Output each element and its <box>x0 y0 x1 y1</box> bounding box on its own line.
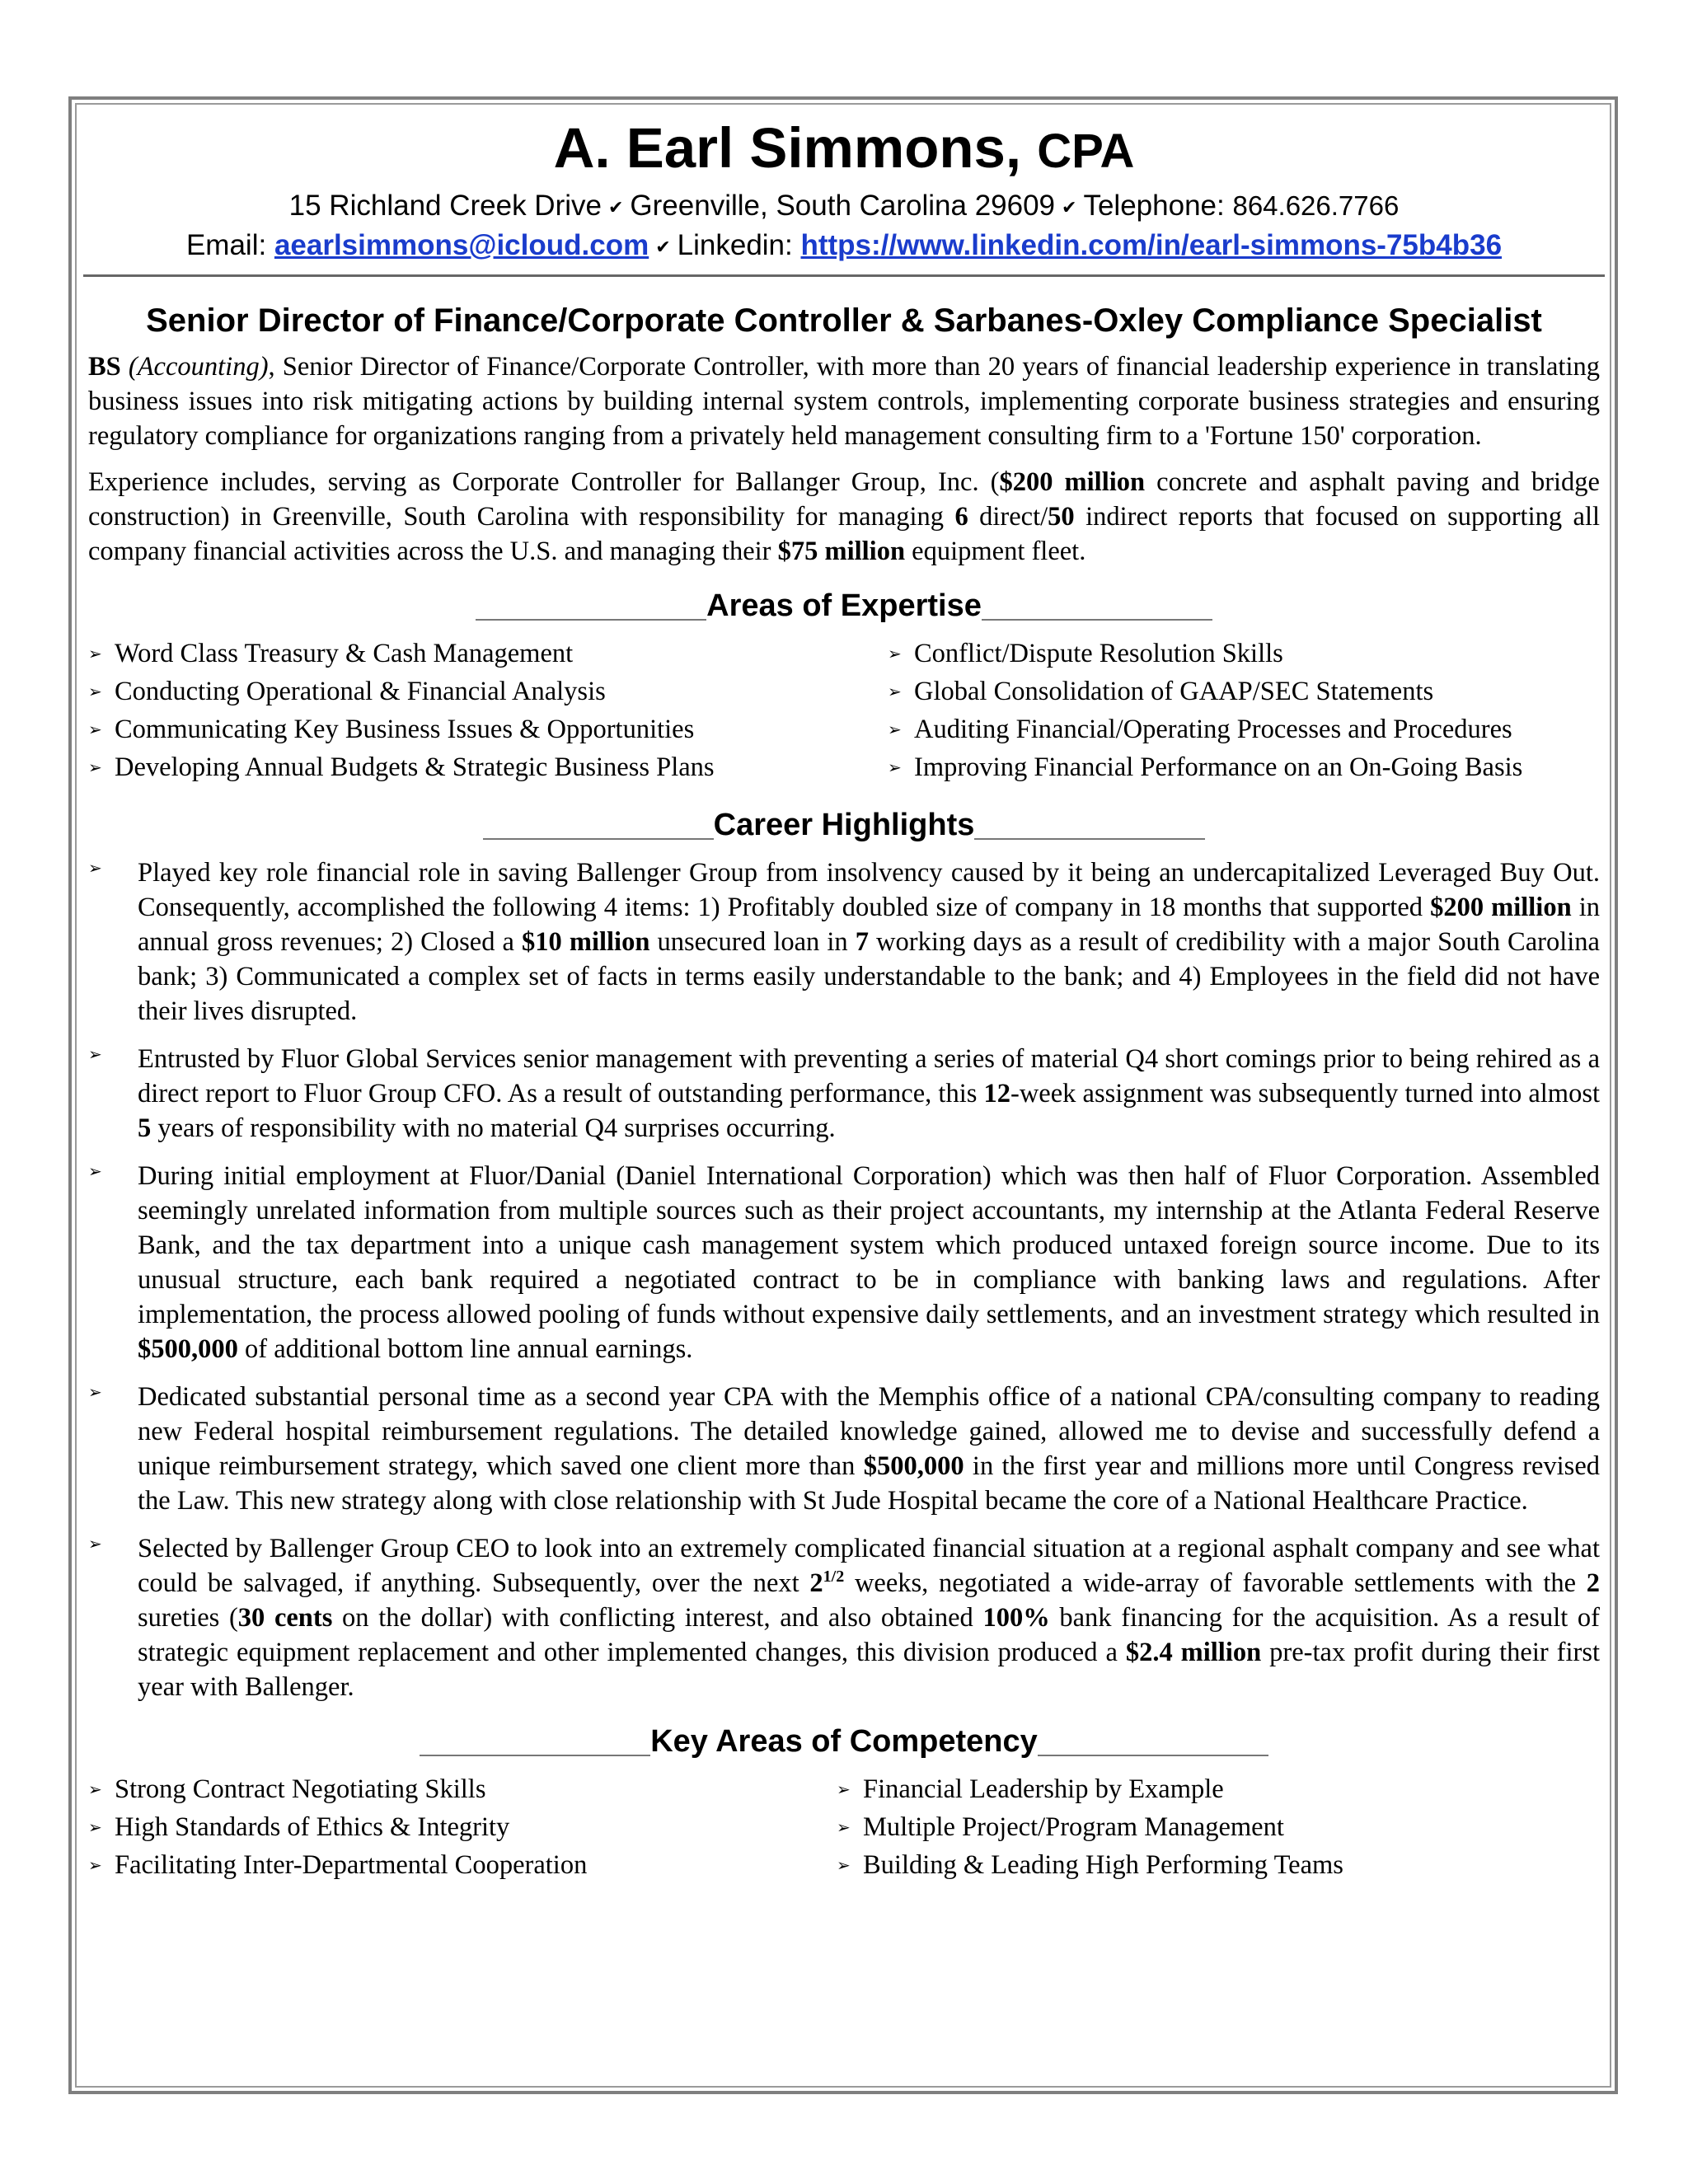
arrow-bullet-icon: ➢ <box>888 720 902 739</box>
competency-left-column <box>88 1772 837 1886</box>
expertise-label: Conducting Operational & Financial Analysis <box>115 676 606 706</box>
competency-item <box>837 1772 1600 1810</box>
arrow-bullet-icon: ➢ <box>88 859 102 878</box>
expertise-item <box>88 712 888 750</box>
contact-line-2 <box>88 227 1600 266</box>
heading-rule <box>420 1755 650 1756</box>
arrow-bullet-icon: ➢ <box>88 1162 102 1181</box>
contact-line-1 <box>88 187 1600 227</box>
expertise-heading <box>88 587 1600 625</box>
arrow-bullet-icon: ➢ <box>88 758 102 777</box>
expertise-label: Improving Financial Performance on an On-Going Basis <box>914 752 1523 782</box>
text-run: working days as a result of credibility with a major South Carolina bank; 3) Communicated a complex set of facts in terms easily understandable to the bank; and 4) Employees in the field did not have their lives disrupted. <box>138 926 1600 1026</box>
address: 15 Richland Creek Drive <box>288 190 602 223</box>
bold-figure: $200 million <box>1430 892 1572 922</box>
text-run: Experience includes, serving as Corporate Controller for Ballanger Group, Inc. ( <box>88 466 1000 497</box>
highlight-item-2 <box>88 1042 1600 1146</box>
text-run: Selected by Ballenger Group CEO to look into an extremely complicated financial situation at a regional asphalt company and see what could be salvaged, if anything. Subsequently, over the next <box>138 1533 1600 1598</box>
competency-list <box>88 1772 1600 1886</box>
bold-figure: $10 million <box>522 926 650 957</box>
telephone-label: Telephone: <box>1083 190 1225 223</box>
heading-rule <box>483 838 714 840</box>
competency-title: Key Areas of Competency <box>650 1723 1038 1759</box>
competency-heading <box>88 1722 1600 1760</box>
expertise-title: Areas of Expertise <box>706 588 982 623</box>
competency-item <box>88 1772 837 1810</box>
header-divider <box>83 274 1605 277</box>
text-run: equipment fleet. <box>905 536 1086 566</box>
text-run: of additional bottom line annual earnings. <box>237 1333 693 1364</box>
expertise-label: Word Class Treasury & Cash Management <box>115 638 574 668</box>
expertise-item <box>888 750 1600 788</box>
text-run: sureties ( <box>138 1602 238 1633</box>
competency-item <box>88 1848 837 1886</box>
bold-figure: 6 <box>954 501 968 532</box>
competency-item <box>837 1810 1600 1848</box>
highlights-heading <box>88 806 1600 844</box>
highlight-text <box>138 1159 1600 1366</box>
competency-label: Strong Contract Negotiating Skills <box>115 1774 486 1804</box>
highlight-item-1 <box>88 855 1600 1029</box>
expertise-item <box>88 674 888 712</box>
bold-figure: 50 <box>1048 501 1075 532</box>
summary-paragraph-1 <box>88 349 1600 453</box>
bold-figure: 5 <box>138 1113 152 1143</box>
bold-figure: $500,000 <box>863 1451 964 1481</box>
expertise-item <box>888 674 1600 712</box>
arrow-bullet-icon: ➢ <box>88 1818 102 1837</box>
highlight-item-5 <box>88 1531 1600 1704</box>
bold-figure: $75 million <box>777 536 906 566</box>
text-run: on the dollar) with conflicting interest, and also obtained <box>332 1602 983 1633</box>
competency-label: Building & Leading High Performing Teams <box>863 1849 1343 1880</box>
competency-item <box>837 1848 1600 1886</box>
text-run: unsecured loan in <box>649 926 856 957</box>
competency-label: Financial Leadership by Example <box>863 1774 1224 1804</box>
highlights-title: Career Highlights <box>713 807 975 842</box>
arrow-bullet-icon: ➢ <box>888 644 902 663</box>
email-link[interactable]: aearlsimmons@icloud.com <box>274 229 649 262</box>
text-run: pre-tax profit during their first year with Ballenger. <box>138 1637 1600 1702</box>
text-run: weeks, negotiated a wide-array of favorable settlements with the <box>844 1568 1587 1598</box>
email-label: Email: <box>185 229 267 262</box>
text-run: -week assignment was subsequently turned into almost <box>1010 1078 1600 1108</box>
arrow-bullet-icon: ➢ <box>88 1856 102 1875</box>
highlight-text <box>138 1531 1600 1704</box>
expertise-list <box>88 636 1600 788</box>
expertise-label: Global Consolidation of GAAP/SEC Statements <box>914 676 1434 706</box>
text-run: in annual gross revenues; 2) Closed a <box>138 892 1600 957</box>
heading-rule <box>982 619 1212 621</box>
highlight-text <box>138 855 1600 1029</box>
superscript-fraction: 1/2 <box>823 1568 845 1586</box>
expertise-label: Auditing Financial/Operating Processes and Procedures <box>914 714 1512 744</box>
heading-rule <box>476 619 706 621</box>
competency-label: High Standards of Ethics & Integrity <box>115 1811 510 1842</box>
competency-label: Multiple Project/Program Management <box>863 1811 1284 1842</box>
arrow-bullet-icon: ➢ <box>88 720 102 739</box>
text-run: Dedicated substantial personal time as a second year CPA with the Memphis office of a national CPA/consulting company to reading new Federal hospital reimbursement regulations. The detailed knowledge gained, allowed me to devise and successfully defend a unique reimbursement strategy, which saved one client more than <box>138 1381 1600 1481</box>
bold-figure: 30 cents <box>237 1602 333 1633</box>
linkedin-link[interactable]: https://www.linkedin.com/in/earl-simmons-75b4b36 <box>800 229 1503 262</box>
arrow-bullet-icon: ➢ <box>837 1818 851 1837</box>
summary-text: , Senior Director of Finance/Corporate Controller, with more than 20 years of financial leadership experience in translating business issues into risk mitigating actions by building internal system controls, implementing corporate business strategies and ensuring regulatory compliance for organizations ranging from a privately held management consulting firm to a 'Fortune 150' corporation. <box>88 351 1600 451</box>
text-run: direct/ <box>968 501 1048 532</box>
expertise-label: Conflict/Dispute Resolution Skills <box>914 638 1283 668</box>
highlight-item-4 <box>88 1380 1600 1518</box>
arrow-bullet-icon: ➢ <box>88 1780 102 1799</box>
competency-label: Facilitating Inter-Departmental Cooperation <box>115 1849 588 1880</box>
major: (Accounting) <box>128 351 269 382</box>
check-arrow-icon: ✔︎ <box>607 197 624 218</box>
expertise-label: Developing Annual Budgets & Strategic Business Plans <box>115 752 715 782</box>
telephone: 864.626.7766 <box>1232 190 1400 222</box>
bold-figure: $500,000 <box>138 1333 238 1364</box>
check-arrow-icon: ✔︎ <box>655 236 671 257</box>
credential: CPA <box>1037 124 1135 178</box>
text-run: indirect reports that focused on supporting all company financial activities across the U.S. and managing their <box>88 501 1601 566</box>
expertise-item <box>88 636 888 674</box>
text-run: Played key role financial role in saving Ballenger Group from insolvency caused by it being an undercapitalized Leveraged Buy Out. Consequently, accomplished the following 4 items: 1) Profitably doubled size of company in 18 months that supported <box>138 857 1600 922</box>
competency-right-column <box>837 1772 1600 1886</box>
bold-figure: 7 <box>855 926 869 957</box>
heading-rule <box>1038 1755 1268 1756</box>
heading-rule <box>974 838 1205 840</box>
arrow-bullet-icon: ➢ <box>88 1535 102 1554</box>
arrow-bullet-icon: ➢ <box>888 758 902 777</box>
bold-figure: 2 <box>809 1568 823 1598</box>
text-run: in the first year and millions more until Congress revised the Law. This new strategy along with close relationship with St Jude Hospital became the core of a National Healthcare Practice. <box>138 1451 1600 1516</box>
arrow-bullet-icon: ➢ <box>888 682 902 701</box>
arrow-bullet-icon: ➢ <box>837 1780 851 1799</box>
arrow-bullet-icon: ➢ <box>88 644 102 663</box>
arrow-bullet-icon: ➢ <box>88 682 102 701</box>
degree: BS <box>88 351 121 382</box>
text-run: years of responsibility with no material Q4 surprises occurring. <box>151 1113 836 1143</box>
summary-paragraph-2 <box>88 465 1600 569</box>
highlight-item-3 <box>88 1159 1600 1366</box>
text-run: During initial employment at Fluor/Danial (Daniel International Corporation) which was then half of Fluor Corporation. Assembled seemingly unrelated information from multiple sources such as their project accountants, my internship at the Atlanta Federal Reserve Bank, and the tax department into a unique cash management system which produced untaxed foreign source income. Due to its unusual structure, each bank required a negotiated contract to be in compliance with banking laws and regulations. After implementation, the process allowed pooling of funds without expensive daily settlements, and an investment strategy which resulted in <box>138 1160 1600 1329</box>
expertise-left-column <box>88 636 888 788</box>
competency-item <box>88 1810 837 1848</box>
text-run: bank financing for the acquisition. As a result of strategic equipment replacement and other implemented changes, this division produced a <box>138 1602 1600 1667</box>
bold-figure: 12 <box>983 1078 1011 1108</box>
expertise-item <box>888 636 1600 674</box>
text-run: Entrusted by Fluor Global Services senior management with preventing a series of material Q4 short comings prior to being rehired as a direct report to Fluor Group CFO. As a result of outstanding performance, this <box>138 1043 1600 1108</box>
bold-figure: 2 <box>1586 1568 1600 1598</box>
arrow-bullet-icon: ➢ <box>88 1383 102 1402</box>
city-state: Greenville, South Carolina 29609 <box>630 190 1056 223</box>
expertise-item <box>88 750 888 788</box>
highlight-text <box>138 1380 1600 1518</box>
expertise-label: Communicating Key Business Issues & Opportunities <box>115 714 695 744</box>
name-text: A. Earl Simmons, <box>553 116 1022 180</box>
bold-figure: 100% <box>982 1602 1050 1633</box>
expertise-right-column <box>888 636 1600 788</box>
linkedin-label: Linkedin: <box>677 229 793 262</box>
check-arrow-icon: ✔︎ <box>1062 197 1077 218</box>
headline: Senior Director of Finance/Corporate Controller & Sarbanes-Oxley Compliance Specialist <box>146 302 1542 339</box>
bold-figure: $200 million <box>999 466 1146 497</box>
text-run: concrete and asphalt paving and bridge construction) in Greenville, South Carolina with responsibility for managing <box>88 466 1600 532</box>
expertise-item <box>888 712 1600 750</box>
arrow-bullet-icon: ➢ <box>88 1045 102 1064</box>
highlight-text <box>138 1042 1600 1146</box>
candidate-name <box>88 115 1600 180</box>
bold-figure: $2.4 million <box>1125 1637 1262 1667</box>
arrow-bullet-icon: ➢ <box>837 1856 851 1875</box>
